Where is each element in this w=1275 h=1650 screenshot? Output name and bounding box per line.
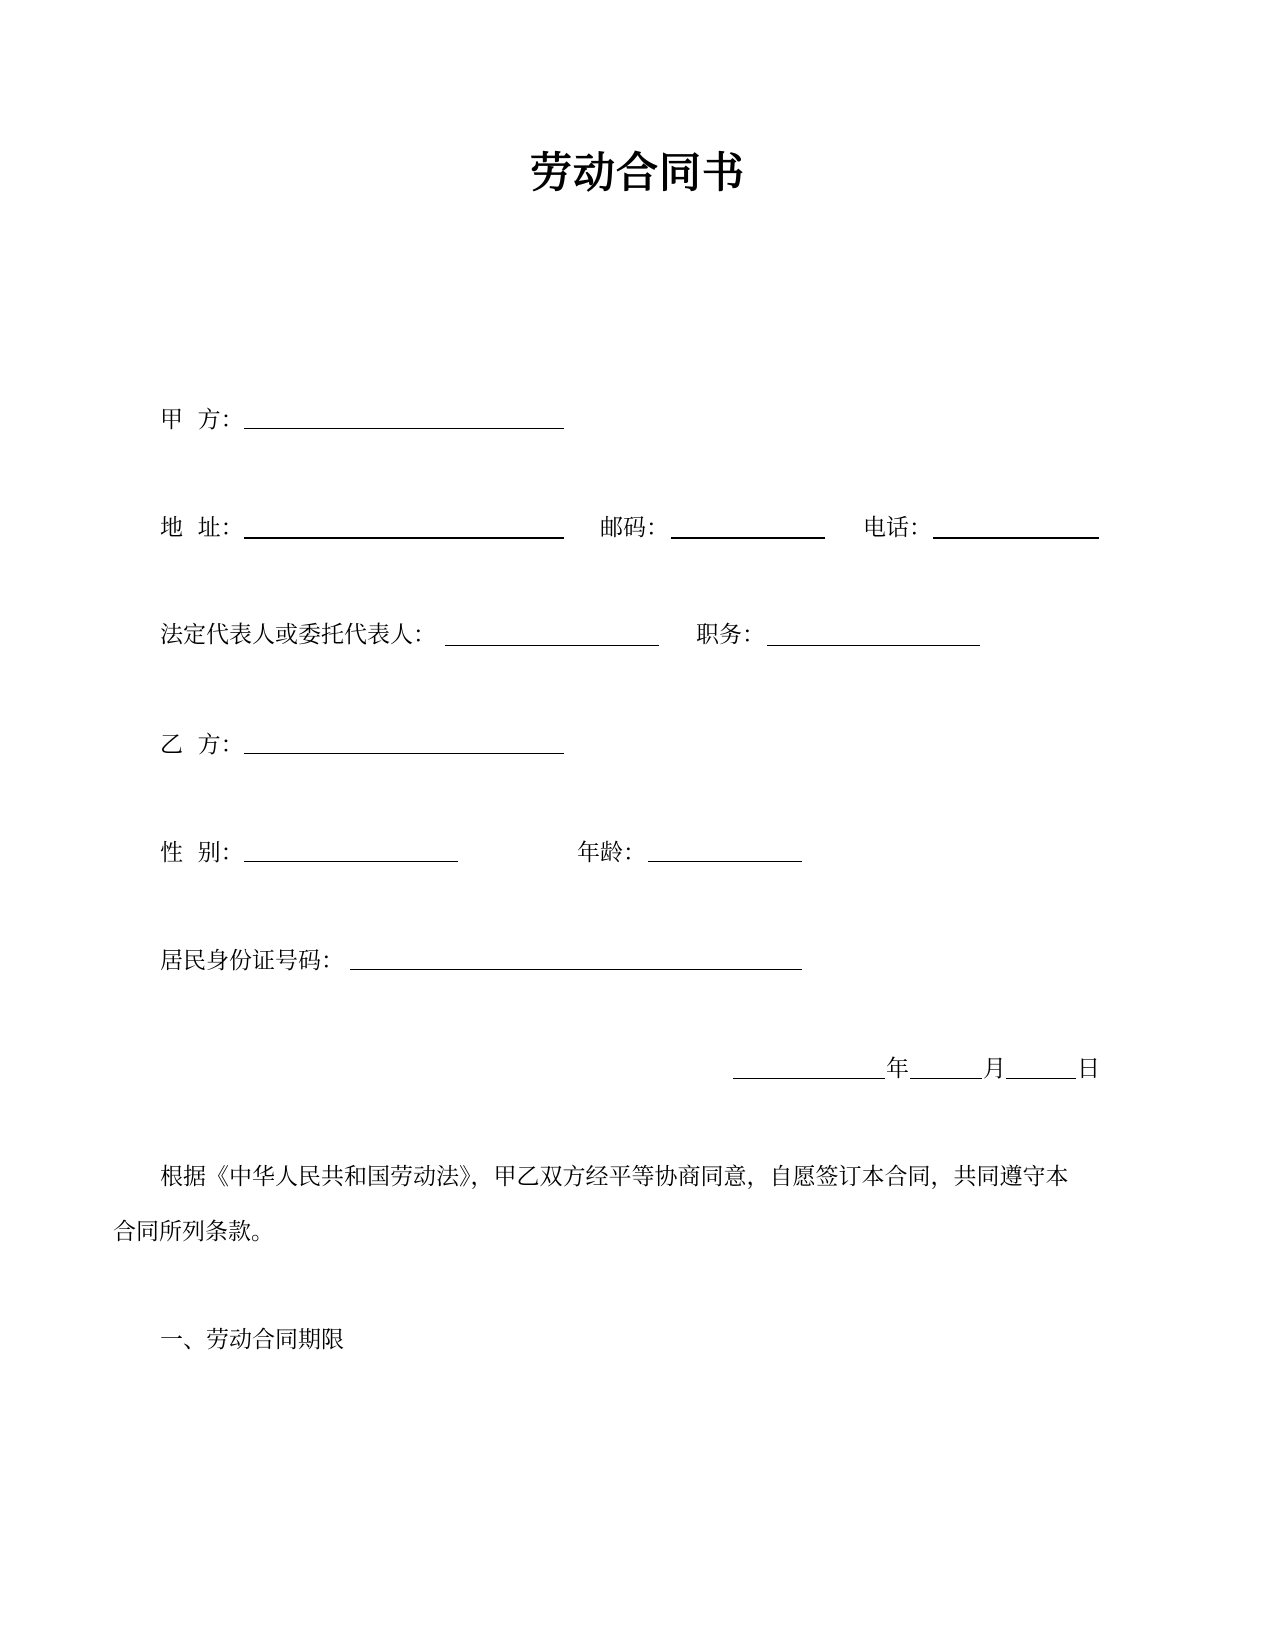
party-b-label: 乙 方： [160,732,244,758]
position-label: 职务： [696,622,765,648]
postcode-label: 邮码： [600,515,669,541]
day-label: 日 [1077,1056,1100,1082]
section-1-heading: 一、劳动合同期限 [160,1327,344,1353]
gender-blank[interactable] [244,861,458,862]
phone-blank[interactable] [933,537,1099,539]
address-label: 地 址： [160,515,244,541]
month-blank[interactable] [910,1078,982,1079]
gender-label: 性 别： [160,840,244,866]
age-blank[interactable] [648,861,802,862]
party-a-blank[interactable] [244,428,564,429]
phone-label: 电话： [863,515,932,541]
address-blank[interactable] [244,537,564,539]
age-label: 年龄： [577,840,646,866]
day-blank[interactable] [1006,1078,1076,1079]
year-blank[interactable] [733,1078,885,1079]
document-title: 劳动合同书 [529,148,745,197]
id-number-label: 居民身份证号码： [160,948,344,974]
representative-blank[interactable] [445,645,659,646]
representative-label: 法定代表人或委托代表人： [160,622,436,648]
month-label: 月 [983,1056,1006,1082]
preamble-line-2: 合同所列条款。 [113,1219,274,1245]
postcode-blank[interactable] [671,537,825,539]
preamble-line-1: 根据《中华人民共和国劳动法》，甲乙双方经平等协商同意，自愿签订本合同，共同遵守本 [160,1164,1069,1190]
position-blank[interactable] [767,645,980,646]
year-label: 年 [886,1056,909,1082]
id-number-blank[interactable] [350,969,802,970]
party-a-label: 甲 方： [160,407,244,433]
party-b-blank[interactable] [244,753,564,754]
